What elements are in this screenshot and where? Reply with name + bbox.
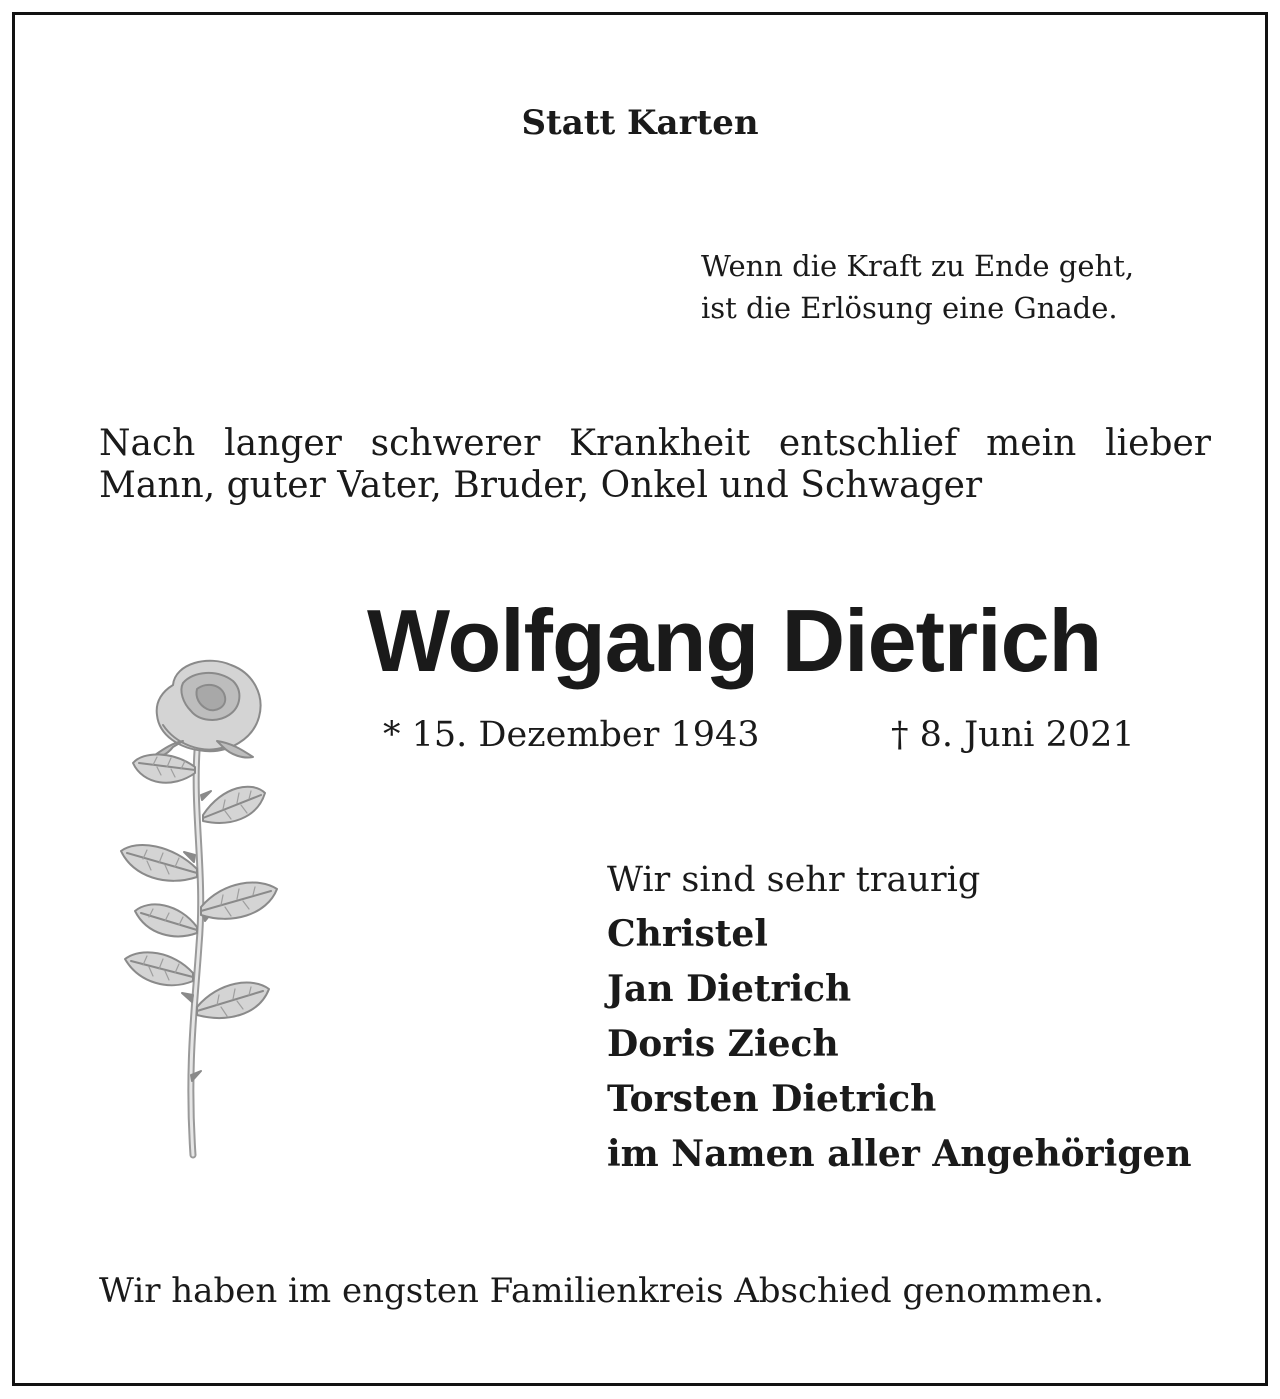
mourners-block bbox=[607, 853, 1192, 1182]
farewell-note: Wir haben im engsten Familienkreis Abschied genommen. bbox=[99, 1271, 1105, 1311]
mourners-closing: im Namen aller Angehörigen bbox=[607, 1133, 1192, 1175]
obituary-card bbox=[12, 12, 1268, 1386]
deceased-name: Wolfgang Dietrich bbox=[367, 591, 1102, 690]
quote-line-2: ist die Erlösung eine Gnade. bbox=[701, 291, 1118, 325]
header-statt-karten: Statt Karten bbox=[521, 103, 759, 143]
intro-line-1: Nach langer schwerer Krankheit entschlief mein lieber bbox=[99, 423, 1211, 464]
mourners-intro: Wir sind sehr traurig bbox=[607, 860, 981, 900]
intro-text bbox=[99, 423, 1211, 507]
rose-icon bbox=[113, 655, 283, 1171]
quote-line-1: Wenn die Kraft zu Ende geht, bbox=[701, 249, 1135, 283]
mourner-name: Doris Ziech bbox=[607, 1023, 839, 1065]
mourner-name: Torsten Dietrich bbox=[607, 1078, 937, 1120]
birth-date: * 15. Dezember 1943 bbox=[383, 715, 760, 755]
mourner-name: Christel bbox=[607, 913, 768, 955]
mourner-name: Jan Dietrich bbox=[607, 968, 852, 1010]
death-date: † 8. Juni 2021 bbox=[891, 715, 1135, 755]
intro-line-2: Mann, guter Vater, Bruder, Onkel und Schwager bbox=[99, 465, 983, 506]
quote bbox=[701, 245, 1134, 329]
